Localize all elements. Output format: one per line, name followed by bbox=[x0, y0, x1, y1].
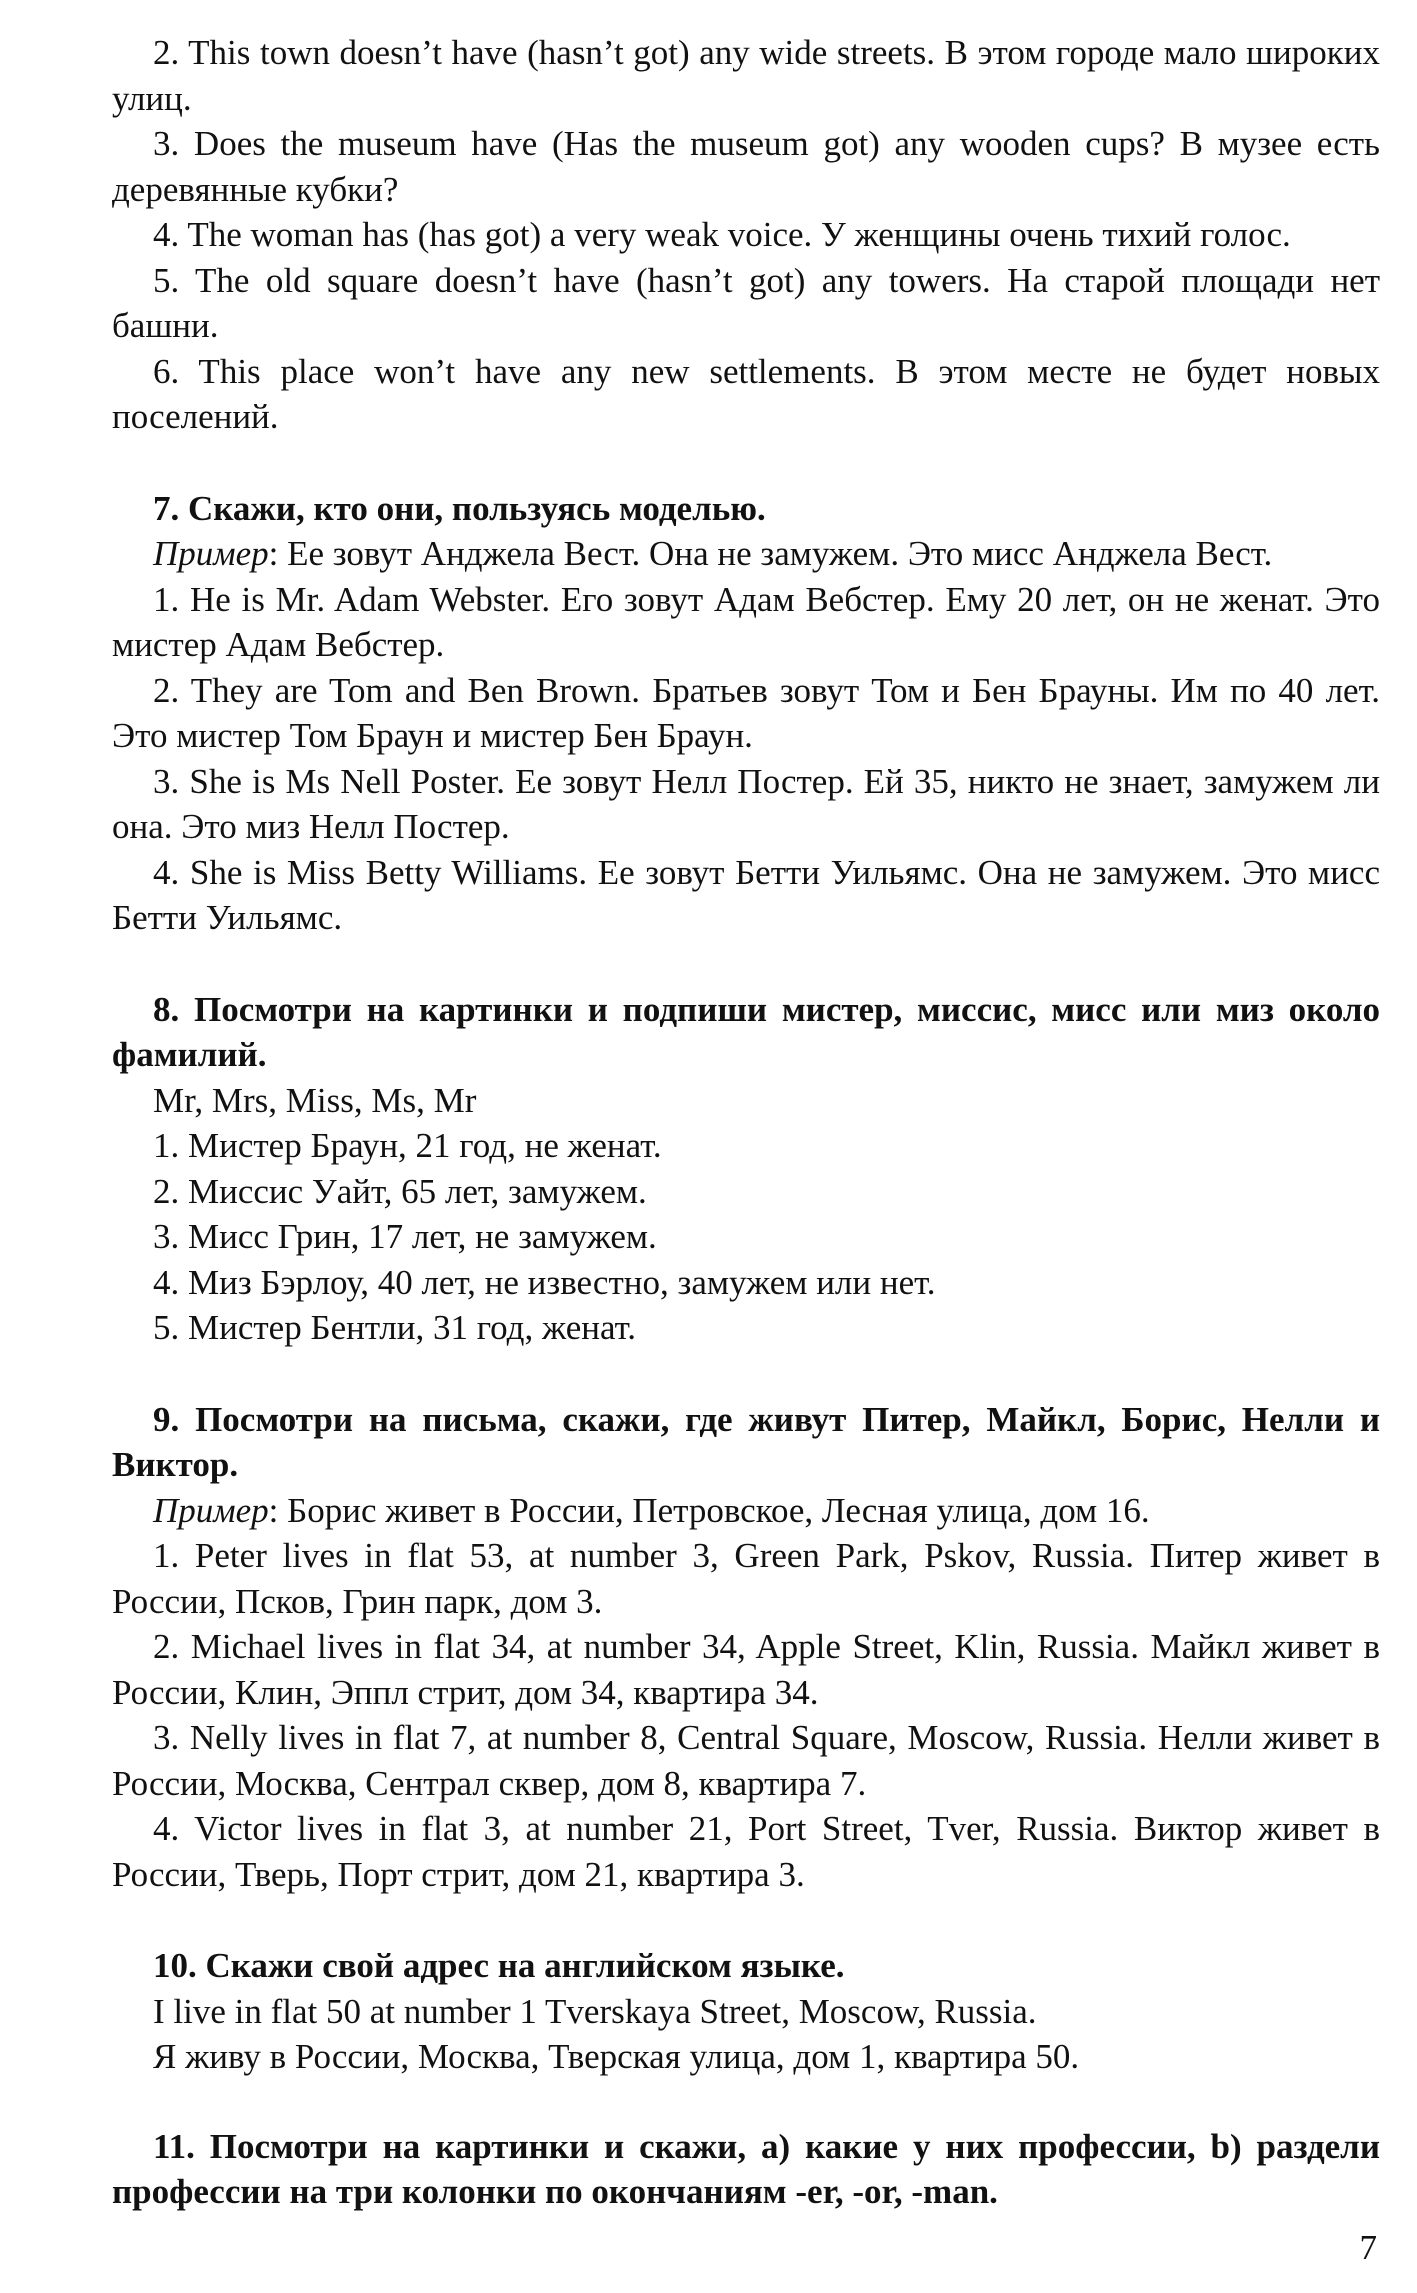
section-ex6-answers bbox=[112, 30, 1380, 440]
section-ex8 bbox=[112, 987, 1380, 1351]
answer-item: 3. She is Ms Nell Poster. Ее зовут Нелл Постер. Ей 35, никто не знает, замужем ли она. Это миз Нелл Постер. bbox=[112, 761, 1380, 846]
exercise-title: 9. Посмотри на письма, скажи, где живут Питер, Майкл, Борис, Нелли и Виктор. bbox=[112, 1399, 1380, 1484]
example-text: : Ее зовут Анджела Вест. Она не замужем. Это мисс Анджела Вест. bbox=[268, 534, 1273, 573]
exercise-title: 10. Скажи свой адрес на английском языке. bbox=[153, 1946, 845, 1985]
answer-item: 4. She is Miss Betty Williams. Ее зовут Бетти Уильямс. Она не замужем. Это мисс Бетти Уильямс. bbox=[112, 852, 1380, 937]
document-page bbox=[112, 30, 1380, 2215]
page-number: 7 bbox=[1359, 2228, 1377, 2267]
exercise-title: 11. Посмотри на картинки и скажи, а) какие у них профессии, b) раздели профессии на три колонки по окончаниям -er, -or, -man. bbox=[112, 2126, 1380, 2211]
answer-item: 5. The old square doesn’t have (hasn’t got) any towers. На старой площади нет башни. bbox=[112, 260, 1380, 345]
section-gap bbox=[112, 1351, 1380, 1397]
section-ex9 bbox=[112, 1397, 1380, 1898]
section-ex7 bbox=[112, 486, 1380, 941]
answer-item: 3. Мисс Грин, 17 лет, не замужем. bbox=[153, 1217, 657, 1256]
answer-line: I live in flat 50 at number 1 Tverskaya Street, Moscow, Russia. bbox=[153, 1991, 1037, 2031]
section-gap bbox=[112, 1897, 1380, 1943]
exercise-title: 7. Скажи, кто они, пользуясь моделью. bbox=[153, 488, 766, 528]
example-label: Пример bbox=[153, 1490, 269, 1530]
answer-item: 1. Мистер Браун, 21 год, не женат. bbox=[153, 1126, 662, 1165]
answer-item: 4. Миз Бэрлоу, 40 лет, не известно, замужем или нет. bbox=[153, 1262, 936, 1302]
options-line: Mr, Mrs, Miss, Ms, Mr bbox=[153, 1080, 477, 1120]
exercise-title: 8. Посмотри на картинки и подпиши мистер, миссис, мисс или миз около фамилий. bbox=[112, 989, 1380, 1074]
answer-item: 1. Peter lives in flat 53, at number 3, Green Park, Pskov, Russia. Питер живет в России, Псков, Грин парк, дом 3. bbox=[112, 1536, 1380, 1621]
answer-item: 2. They are Tom and Ben Brown. Братьев зовут Том и Бен Брауны. Им по 40 лет. Это мистер Том Браун и мистер Бен Браун. bbox=[112, 670, 1380, 755]
section-gap bbox=[112, 2080, 1380, 2124]
example-label: Пример bbox=[153, 534, 269, 573]
answer-item: 2. Миссис Уайт, 65 лет, замужем. bbox=[153, 1171, 647, 1211]
example-line bbox=[112, 1488, 1380, 1534]
answer-item: 4. The woman has (has got) a very weak voice. У женщины очень тихий голос. bbox=[153, 215, 1291, 254]
answer-line: Я живу в России, Москва, Тверская улица, дом 1, квартира 50. bbox=[153, 2037, 1080, 2076]
answer-item: 6. This place won’t have any new settlements. В этом месте не будет новых поселений. bbox=[112, 351, 1380, 436]
answer-item: 2. This town doesn’t have (hasn’t got) any wide streets. В этом городе мало широких улиц. bbox=[112, 33, 1380, 118]
answer-item: 3. Does the museum have (Has the museum got) any wooden cups? В музее есть деревянные кубки? bbox=[112, 124, 1380, 209]
section-gap bbox=[112, 440, 1380, 486]
answer-item: 2. Michael lives in flat 34, at number 34, Apple Street, Klin, Russia. Майкл живет в России, Клин, Эппл стрит, дом 34, квартира 34. bbox=[112, 1627, 1380, 1712]
answer-item: 4. Victor lives in flat 3, at number 21, Port Street, Tver, Russia. Виктор живет в России, Тверь, Порт стрит, дом 21, квартира 3. bbox=[112, 1809, 1380, 1894]
answer-item: 3. Nelly lives in flat 7, at number 8, Central Square, Moscow, Russia. Нелли живет в России, Москва, Сентрал сквер, дом 8, квартира 7. bbox=[112, 1718, 1380, 1803]
answer-item: 5. Мистер Бентли, 31 год, женат. bbox=[153, 1308, 637, 1347]
section-gap bbox=[112, 941, 1380, 987]
example-line bbox=[112, 531, 1380, 577]
section-ex10 bbox=[112, 1943, 1380, 2080]
answer-item: 1. He is Mr. Adam Webster. Его зовут Адам Вебстер. Ему 20 лет, он не женат. Это мистер Адам Вебстер. bbox=[112, 579, 1380, 664]
section-ex11 bbox=[112, 2124, 1380, 2215]
example-text: : Борис живет в России, Петровское, Лесная улица, дом 16. bbox=[268, 1490, 1150, 1530]
